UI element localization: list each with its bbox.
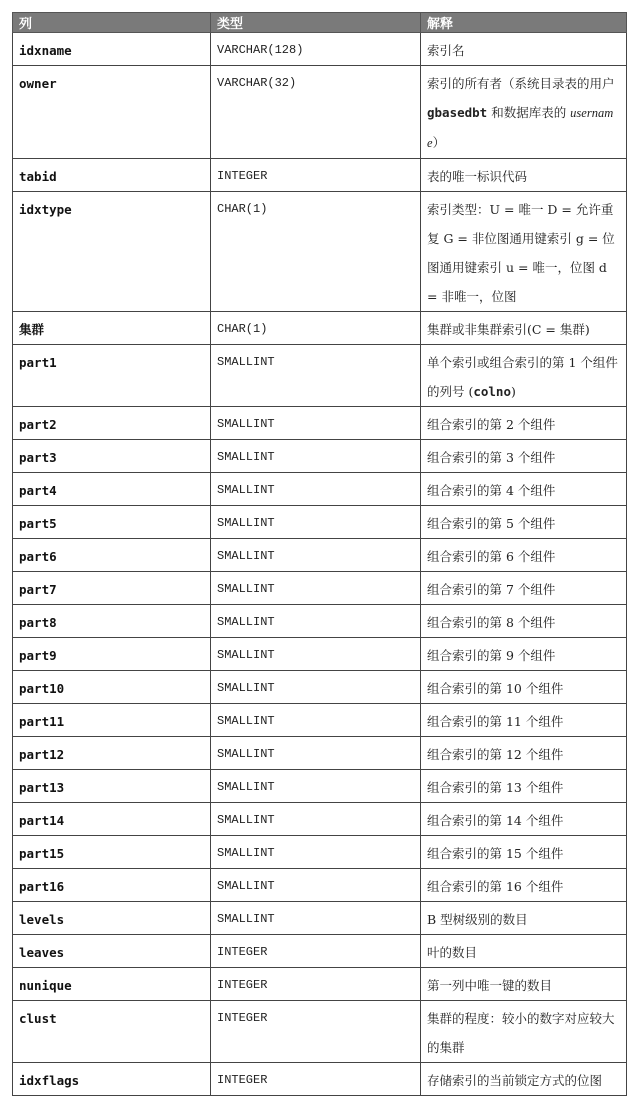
column-type-cell: SMALLINT bbox=[211, 836, 421, 869]
desc-fragment: username bbox=[427, 106, 614, 150]
table-row bbox=[13, 935, 627, 968]
table-row bbox=[13, 902, 627, 935]
column-desc-cell: 组合索引的第 15 个组件 bbox=[421, 836, 627, 869]
column-type-cell: SMALLINT bbox=[211, 407, 421, 440]
column-desc-cell: 索引名 bbox=[421, 33, 627, 66]
column-type-cell: INTEGER bbox=[211, 968, 421, 1001]
column-name-cell: part6 bbox=[13, 539, 211, 572]
column-desc-cell: 索引类型：U = 唯一 D = 允许重复 G = 非位图通用键索引 g = 位图通用键索引 u = 唯一，位图 d = 非唯一，位图 bbox=[421, 192, 627, 312]
column-name-cell: part2 bbox=[13, 407, 211, 440]
table-row bbox=[13, 159, 627, 192]
column-type-cell: INTEGER bbox=[211, 1001, 421, 1063]
column-type-cell: VARCHAR(128) bbox=[211, 33, 421, 66]
sysindices-table bbox=[12, 12, 627, 1096]
column-desc-cell: 集群或非集群索引(C = 集群) bbox=[421, 312, 627, 345]
column-desc-cell: 组合索引的第 12 个组件 bbox=[421, 737, 627, 770]
table-row bbox=[13, 345, 627, 407]
desc-fragment: ） bbox=[432, 135, 446, 150]
column-desc-cell: 组合索引的第 8 个组件 bbox=[421, 605, 627, 638]
table-row bbox=[13, 440, 627, 473]
column-desc-cell: 组合索引的第 9 个组件 bbox=[421, 638, 627, 671]
header-column: 列 bbox=[13, 13, 211, 33]
column-desc-cell: 存储索引的当前锁定方式的位图 bbox=[421, 1063, 627, 1096]
column-name-cell: part14 bbox=[13, 803, 211, 836]
column-type-cell: INTEGER bbox=[211, 1063, 421, 1096]
column-type-cell: SMALLINT bbox=[211, 572, 421, 605]
column-name-cell: part9 bbox=[13, 638, 211, 671]
column-desc-cell: B 型树级别的数目 bbox=[421, 902, 627, 935]
desc-fragment: 和数据库表的 bbox=[487, 105, 571, 120]
table-row bbox=[13, 473, 627, 506]
column-name-cell: part8 bbox=[13, 605, 211, 638]
column-type-cell: SMALLINT bbox=[211, 770, 421, 803]
column-type-cell: SMALLINT bbox=[211, 671, 421, 704]
column-name-cell: part1 bbox=[13, 345, 211, 407]
column-name-cell: 集群 bbox=[13, 312, 211, 345]
desc-fragment: ) bbox=[511, 384, 516, 399]
column-type-cell: SMALLINT bbox=[211, 473, 421, 506]
column-name-cell: part13 bbox=[13, 770, 211, 803]
column-desc-cell: 叶的数目 bbox=[421, 935, 627, 968]
table-row bbox=[13, 66, 627, 159]
column-name-cell: part12 bbox=[13, 737, 211, 770]
column-desc-cell: 组合索引的第 11 个组件 bbox=[421, 704, 627, 737]
column-name-cell: part16 bbox=[13, 869, 211, 902]
desc-fragment: colno bbox=[473, 384, 511, 399]
column-name-cell: part7 bbox=[13, 572, 211, 605]
table-row bbox=[13, 312, 627, 345]
table-body bbox=[13, 33, 627, 1096]
column-desc-cell: 组合索引的第 14 个组件 bbox=[421, 803, 627, 836]
column-name-cell: owner bbox=[13, 66, 211, 159]
column-desc-cell bbox=[421, 345, 627, 407]
column-desc-cell: 组合索引的第 4 个组件 bbox=[421, 473, 627, 506]
column-desc-cell: 表的唯一标识代码 bbox=[421, 159, 627, 192]
table-row bbox=[13, 192, 627, 312]
column-name-cell: nunique bbox=[13, 968, 211, 1001]
column-desc-cell: 第一列中唯一键的数目 bbox=[421, 968, 627, 1001]
column-desc-cell: 组合索引的第 2 个组件 bbox=[421, 407, 627, 440]
column-name-cell: idxtype bbox=[13, 192, 211, 312]
column-type-cell: SMALLINT bbox=[211, 345, 421, 407]
column-type-cell: SMALLINT bbox=[211, 869, 421, 902]
table-row bbox=[13, 33, 627, 66]
column-name-cell: idxflags bbox=[13, 1063, 211, 1096]
table-row bbox=[13, 1063, 627, 1096]
column-desc-cell: 组合索引的第 16 个组件 bbox=[421, 869, 627, 902]
column-type-cell: SMALLINT bbox=[211, 704, 421, 737]
table-row bbox=[13, 407, 627, 440]
column-name-cell: part3 bbox=[13, 440, 211, 473]
column-name-cell: tabid bbox=[13, 159, 211, 192]
column-type-cell: SMALLINT bbox=[211, 605, 421, 638]
column-name-cell: levels bbox=[13, 902, 211, 935]
column-type-cell: SMALLINT bbox=[211, 737, 421, 770]
column-desc-cell: 组合索引的第 5 个组件 bbox=[421, 506, 627, 539]
column-type-cell: CHAR(1) bbox=[211, 192, 421, 312]
table-row bbox=[13, 836, 627, 869]
column-desc-cell: 组合索引的第 10 个组件 bbox=[421, 671, 627, 704]
table-row bbox=[13, 803, 627, 836]
table-row bbox=[13, 770, 627, 803]
column-desc-cell: 集群的程度：较小的数字对应较大的集群 bbox=[421, 1001, 627, 1063]
table-row bbox=[13, 968, 627, 1001]
desc-fragment: gbasedbt bbox=[427, 105, 488, 120]
column-type-cell: SMALLINT bbox=[211, 803, 421, 836]
column-name-cell: leaves bbox=[13, 935, 211, 968]
table-row bbox=[13, 572, 627, 605]
header-row bbox=[13, 13, 627, 33]
table-row bbox=[13, 638, 627, 671]
column-type-cell: SMALLINT bbox=[211, 539, 421, 572]
table-row bbox=[13, 539, 627, 572]
table-row bbox=[13, 704, 627, 737]
table-row bbox=[13, 506, 627, 539]
table-row bbox=[13, 671, 627, 704]
column-name-cell: part11 bbox=[13, 704, 211, 737]
column-type-cell: SMALLINT bbox=[211, 902, 421, 935]
table-row bbox=[13, 737, 627, 770]
column-name-cell: clust bbox=[13, 1001, 211, 1063]
desc-fragment: 单个索引或组合索引的第 1 个组件的列号 ( bbox=[427, 355, 618, 399]
desc-fragment: 索引的所有者（系统目录表的用户 bbox=[427, 76, 615, 91]
header-desc: 解释 bbox=[421, 13, 627, 33]
column-name-cell: idxname bbox=[13, 33, 211, 66]
column-type-cell: VARCHAR(32) bbox=[211, 66, 421, 159]
column-name-cell: part4 bbox=[13, 473, 211, 506]
column-desc-cell: 组合索引的第 3 个组件 bbox=[421, 440, 627, 473]
column-type-cell: INTEGER bbox=[211, 935, 421, 968]
column-type-cell: INTEGER bbox=[211, 159, 421, 192]
column-desc-cell bbox=[421, 66, 627, 159]
column-desc-cell: 组合索引的第 6 个组件 bbox=[421, 539, 627, 572]
column-name-cell: part15 bbox=[13, 836, 211, 869]
column-type-cell: CHAR(1) bbox=[211, 312, 421, 345]
column-name-cell: part10 bbox=[13, 671, 211, 704]
header-type: 类型 bbox=[211, 13, 421, 33]
table-row bbox=[13, 869, 627, 902]
column-type-cell: SMALLINT bbox=[211, 506, 421, 539]
column-type-cell: SMALLINT bbox=[211, 638, 421, 671]
column-type-cell: SMALLINT bbox=[211, 440, 421, 473]
column-desc-cell: 组合索引的第 7 个组件 bbox=[421, 572, 627, 605]
table-row bbox=[13, 605, 627, 638]
column-desc-cell: 组合索引的第 13 个组件 bbox=[421, 770, 627, 803]
column-name-cell: part5 bbox=[13, 506, 211, 539]
